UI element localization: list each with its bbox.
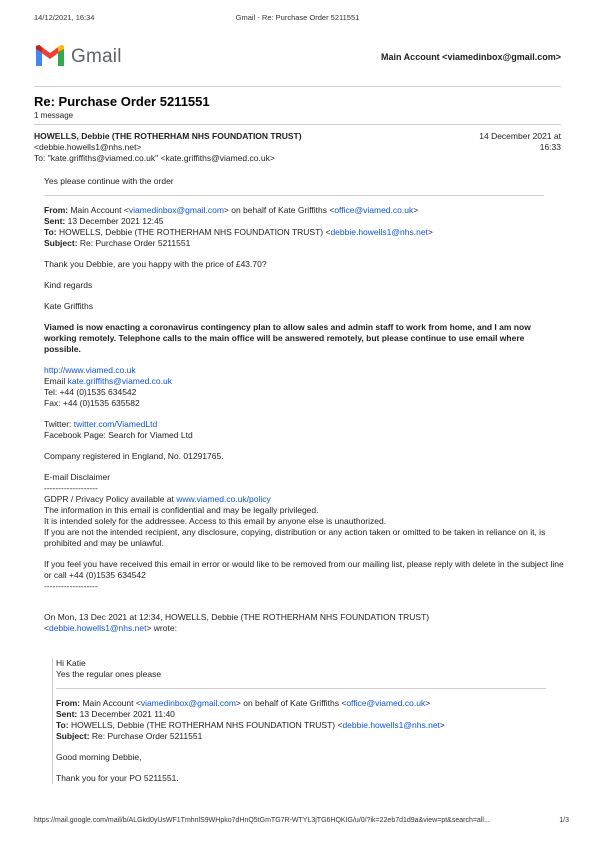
page-number: 1/3: [559, 817, 569, 824]
quoted-subject-line: [56, 731, 552, 742]
body-line: Kind regards: [44, 280, 93, 290]
time-line: 16:33: [539, 142, 561, 152]
fwd-subject-line: [44, 238, 564, 249]
gmail-logo[interactable]: [35, 44, 122, 69]
sent-label: Sent:: [56, 709, 78, 719]
gdpr-line: [44, 494, 564, 505]
recipient-line: To: "kate.griffiths@viamed.co.uk" <kate.griffiths@viamed.co.uk>: [34, 153, 275, 163]
print-url: https://mail.google.com/mail/b/ALGkd0yUsWF1TmhnlS9WHpko7dHnQ5tGmTG7R-WTYL3jTG6HQKIG/u/0/?ik=22eb7d1d9a&view=pt&search=all...: [34, 817, 490, 824]
print-footer: [34, 817, 569, 827]
text: >: [439, 720, 445, 730]
divider: [34, 124, 561, 125]
divider: [56, 688, 546, 689]
divider: [34, 86, 561, 87]
email-link[interactable]: debbie.howells1@nhs.net: [48, 623, 147, 633]
quoted-message: [52, 658, 552, 784]
fwd-from-line: [44, 205, 564, 216]
fax-line: Fax: +44 (0)1535 635582: [44, 398, 140, 408]
text: GDPR / Privacy Policy available at: [44, 494, 177, 504]
quoted-to-line: [56, 720, 552, 731]
account-label: Main Account <viamedinbox@gmail.com>: [381, 52, 561, 62]
from-label: From:: [44, 205, 69, 215]
to-label: To:: [56, 720, 69, 730]
print-header: [34, 13, 561, 25]
subject-label: Subject:: [44, 238, 78, 248]
text: > on behalf of Kate Griffiths <: [223, 205, 335, 215]
email-link[interactable]: debbie.howells1@nhs.net: [342, 720, 440, 730]
text: >: [427, 227, 433, 237]
facebook-line: Facebook Page: Search for Viamed Ltd: [44, 430, 193, 440]
text: HOWELLS, Debbie (THE ROTHERHAM NHS FOUNDATION TRUST) <: [56, 227, 331, 237]
text: 13 December 2021 11:40: [77, 709, 175, 719]
twitter-link[interactable]: twitter.com/ViamedLtd: [73, 419, 158, 429]
text: > wrote:: [146, 623, 177, 633]
text: Re: Purchase Order 5211551: [77, 238, 191, 248]
message-header: [34, 131, 414, 164]
gmail-m-icon: [35, 44, 65, 69]
text: >: [413, 205, 419, 215]
email-line: [44, 376, 564, 387]
text: > on behalf of Kate Griffiths <: [235, 698, 347, 708]
from-label: From:: [56, 698, 81, 708]
body-line: Thank you Debbie, are you happy with the price of £43.70?: [44, 259, 267, 269]
reply-text: Yes please continue with the order: [44, 176, 174, 186]
disclaimer-title: E-mail Disclaimer: [44, 472, 111, 482]
disclaimer-line: The information in this email is confidential and may be legally privileged.: [44, 505, 319, 515]
print-title: Gmail - Re: Purchase Order 5211551: [235, 13, 360, 22]
subject-label: Subject:: [56, 731, 90, 741]
text: Main Account <: [68, 205, 129, 215]
text: HOWELLS, Debbie (THE ROTHERHAM NHS FOUNDATION TRUST) <: [68, 720, 343, 730]
policy-link[interactable]: www.viamed.co.uk/policy: [176, 494, 271, 504]
disclaimer-line: If you feel you have received this email in error or would like to be removed from our mailing list, please reply with delete in the subject line or call +44 (0)1535 634542: [44, 559, 564, 580]
body-line: Kate Griffiths: [44, 301, 93, 311]
body-line: Good morning Debbie,: [56, 752, 142, 762]
message-body: [44, 176, 564, 634]
text: Email: [44, 376, 68, 386]
thread-subject: Re: Purchase Order 5211551: [34, 94, 210, 109]
company-line: Company registered in England, No. 01291765.: [44, 451, 224, 461]
sent-label: Sent:: [44, 216, 66, 226]
fwd-to-line: [44, 227, 564, 238]
message-count: 1 message: [34, 111, 74, 120]
dashes: -------------------: [44, 483, 98, 493]
quoted-sent-line: [56, 709, 552, 720]
quoted-text: Yes the regular ones please: [56, 669, 162, 679]
message-date: [471, 131, 561, 153]
quote-intro: On Mon, 13 Dec 2021 at 12:34, HOWELLS, Debbie (THE ROTHERHAM NHS FOUNDATION TRUST): [44, 612, 430, 622]
website-link[interactable]: http://www.viamed.co.uk: [44, 365, 136, 375]
date-line: 14 December 2021 at: [479, 131, 561, 141]
email-link[interactable]: debbie.howells1@nhs.net: [330, 227, 428, 237]
sender-name: HOWELLS, Debbie (THE ROTHERHAM NHS FOUNDATION TRUST): [34, 131, 302, 141]
disclaimer-line: If you are not the intended recipient, any disclosure, copying, distribution or any action taken or omitted to be taken in reliance on it, is prohibited and may be unlawful.: [44, 527, 546, 548]
text: Twitter:: [44, 419, 74, 429]
contingency-notice: Viamed is now enacting a coronavirus contingency plan to allow sales and admin staff to work from home, and I am now working remotely. Telephone calls to the main office will be answered remotely, but please continue to use email where possible.: [44, 322, 531, 354]
quoted-from-line: [56, 698, 552, 709]
divider: [44, 195, 544, 196]
text: Main Account <: [80, 698, 141, 708]
text: <: [44, 623, 49, 633]
quote-intro-line: [44, 623, 564, 634]
disclaimer-line: It is intended solely for the addressee. Access to this email by anyone else is unauthorized.: [44, 516, 387, 526]
gmail-wordmark: Gmail: [71, 45, 122, 67]
quoted-greeting: Hi Katie: [56, 658, 86, 668]
tel-line: Tel: +44 (0)1535 634542: [44, 387, 137, 397]
email-link[interactable]: viamedinbox@gmail.com: [128, 205, 224, 215]
dashes: -------------------: [44, 581, 98, 591]
email-link[interactable]: office@viamed.co.uk: [334, 205, 414, 215]
text: >: [425, 698, 431, 708]
email-link[interactable]: kate.griffiths@viamed.co.uk: [67, 376, 173, 386]
text: 13 December 2021 12:45: [65, 216, 164, 226]
email-link[interactable]: viamedinbox@gmail.com: [140, 698, 236, 708]
sender-email: <debbie.howells1@nhs.net>: [34, 142, 142, 152]
email-link[interactable]: office@viamed.co.uk: [346, 698, 426, 708]
text: Re: Purchase Order 5211551: [89, 731, 203, 741]
body-line: Thank you for your PO 5211551.: [56, 773, 179, 783]
to-label: To:: [44, 227, 57, 237]
print-datetime: 14/12/2021, 16:34: [34, 13, 95, 22]
fwd-sent-line: [44, 216, 564, 227]
twitter-line: [44, 419, 564, 430]
